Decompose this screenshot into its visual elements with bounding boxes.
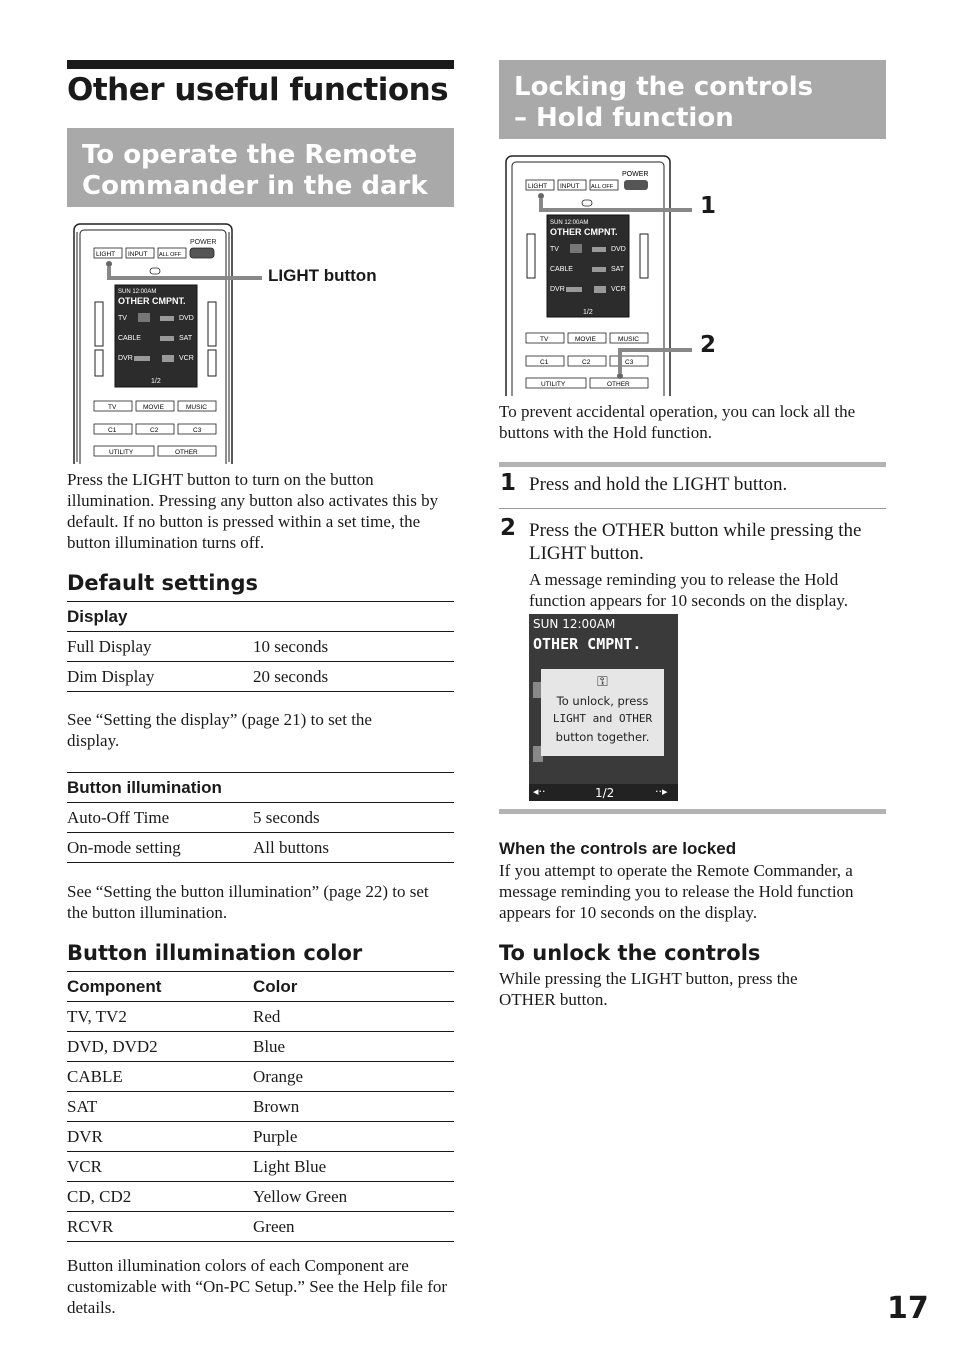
remote-alloff-label: ALL OFF (159, 252, 182, 258)
section-title-line2: Commander in the dark (82, 171, 428, 201)
section-banner-hold (499, 60, 886, 139)
hold-intro: To prevent accidental operation, you can lock all the buttons with the Hold function. (499, 402, 856, 442)
table-cell: On-mode setting (67, 838, 181, 857)
lcd-prev-icon: ◂·· (533, 785, 546, 798)
color-note: Button illumination colors of each Component are customizable with “On-PC Setup.” See the Help file for details. (67, 1256, 448, 1317)
hold-title-line1: Locking the controls (514, 72, 814, 102)
page-title: Other useful functions (67, 72, 449, 108)
step-1-text: Press and hold the LIGHT button. (529, 474, 788, 495)
table-row (67, 803, 454, 833)
table-cell: Purple (253, 1127, 298, 1146)
lcd-hold-screen (529, 614, 678, 801)
hold-lcd-dvr: DVR (550, 286, 565, 293)
illumination-note: See “Setting the button illumination” (page 22) to set the button illumination. (67, 882, 429, 922)
lcd-title: OTHER CMPNT. (533, 635, 642, 653)
table-row (67, 833, 454, 863)
hold-lcd-sat: SAT (611, 266, 625, 273)
table-cell: CD, CD2 (67, 1187, 132, 1206)
remote-lcd-sat: SAT (179, 335, 193, 342)
remote-lcd-dvr: DVR (118, 355, 133, 362)
color-table-col2: Color (253, 977, 298, 996)
table-cell: Light Blue (253, 1157, 327, 1176)
remote-lcd-cable: CABLE (118, 335, 141, 342)
hold-remote-c2: C2 (582, 359, 591, 366)
table-cell: TV, TV2 (67, 1007, 127, 1026)
remote-tv-btn: TV (108, 404, 117, 411)
table-cell: DVD, DVD2 (67, 1037, 158, 1056)
remote-lcd-dvd: DVD (179, 315, 194, 322)
unlock-heading: To unlock the controls (499, 941, 761, 965)
hold-remote-c1: C1 (540, 359, 549, 366)
key-icon: ⚿ (597, 674, 608, 690)
table-row (67, 662, 454, 692)
table-cell: Red (253, 1007, 281, 1026)
table-cell: Dim Display (67, 667, 155, 686)
table-cell: DVR (67, 1127, 103, 1146)
hold-lcd-vcr: VCR (611, 286, 626, 293)
display-table-header (67, 601, 454, 632)
page-number: 17 (887, 1291, 929, 1326)
hold-remote-movie: MOVIE (575, 336, 596, 343)
table-cell: Brown (253, 1097, 300, 1116)
table-row (67, 632, 454, 662)
hold-remote-c3: C3 (625, 359, 634, 366)
table-cell: All buttons (253, 838, 330, 857)
hold-remote-tv: TV (540, 336, 549, 343)
table-cell: 10 seconds (253, 637, 329, 656)
illumination-table-header (67, 772, 454, 803)
display-table (67, 601, 454, 692)
light-button-callout: LIGHT button (268, 266, 377, 285)
remote-c3-btn: C3 (193, 427, 202, 434)
hold-remote-input: INPUT (560, 183, 580, 190)
hold-remote-utility: UTILITY (541, 381, 566, 388)
table-cell: 20 seconds (253, 667, 329, 686)
display-note: See “Setting the display” (page 21) to set the display. (67, 710, 372, 750)
steps-top-rule (499, 462, 886, 467)
hold-remote-power: POWER (622, 171, 649, 178)
remote-input-label: INPUT (128, 251, 148, 258)
remote-illustration-hold (504, 154, 734, 396)
table-row (67, 1212, 454, 1242)
hold-remote-other: OTHER (607, 381, 630, 388)
steps-bottom-rule (499, 809, 886, 814)
remote-other-btn: OTHER (175, 449, 198, 456)
table-cell: Full Display (67, 637, 152, 656)
remote-light-label: LIGHT (96, 251, 116, 258)
table-cell: SAT (67, 1097, 98, 1116)
hold-title-line2: – Hold function (514, 103, 734, 133)
unlock-text: While pressing the LIGHT button, press the OTHER button. (499, 969, 798, 1009)
hold-remote-alloff: ALL OFF (591, 184, 614, 190)
color-table (67, 971, 454, 1242)
remote-lcd-title: OTHER CMPNT. (118, 296, 186, 306)
table-cell: 5 seconds (253, 808, 320, 827)
table-cell: Orange (253, 1067, 304, 1086)
lcd-next-icon: ··▸ (655, 785, 668, 798)
remote-lcd-tv: TV (118, 315, 127, 322)
popup-line3: button together. (555, 730, 650, 744)
locked-text: If you attempt to operate the Remote Commander, a message reminding you to release the Hold function appears for 10 seconds on the display. (499, 861, 854, 922)
hold-lcd-title: OTHER CMPNT. (550, 227, 618, 237)
hold-light-dot (538, 193, 544, 199)
table-row (67, 1122, 454, 1152)
remote-lcd-vcr: VCR (179, 355, 194, 362)
hold-remote-music: MUSIC (618, 336, 639, 343)
remote-movie-btn: MOVIE (143, 404, 164, 411)
table-row (67, 1092, 454, 1122)
step-2-text: Press the OTHER button while pressing the LIGHT button. (529, 520, 862, 564)
table-cell: VCR (67, 1157, 102, 1176)
callout-2: 2 (700, 332, 717, 358)
popup-line2: LIGHT and OTHER (552, 712, 653, 725)
hold-remote-light: LIGHT (528, 183, 548, 190)
section-banner-dark (67, 128, 454, 207)
color-table-col1: Component (67, 977, 162, 996)
step-1-number: 1 (500, 470, 517, 496)
table-cell: Blue (253, 1037, 286, 1056)
locked-heading: When the controls are locked (499, 839, 737, 858)
lcd-page: 1/2 (595, 786, 615, 800)
table-cell: RCVR (67, 1217, 114, 1236)
hold-lcd-tv: TV (550, 246, 559, 253)
light-button-dot (106, 261, 112, 267)
illumination-table-header-label: Button illumination (67, 778, 222, 797)
steps-divider (499, 508, 886, 509)
title-rule (67, 60, 454, 69)
remote-illustration-light (72, 222, 392, 464)
display-table-header-label: Display (67, 607, 128, 626)
hold-lcd-page: 1/2 (583, 309, 593, 316)
table-row (67, 1062, 454, 1092)
illumination-table (67, 772, 454, 863)
hold-lcd-time: SUN 12:00AM (550, 220, 589, 226)
table-row (67, 1002, 454, 1032)
hold-message-popup (541, 669, 664, 756)
remote-lcd-time: SUN 12:00AM (118, 289, 157, 295)
step-2-sub: A message reminding you to release the Hold function appears for 10 seconds on the display. (529, 570, 848, 610)
table-cell: Green (253, 1217, 295, 1236)
color-table-header (67, 971, 454, 1002)
table-cell: Yellow Green (253, 1187, 348, 1206)
color-heading: Button illumination color (67, 941, 363, 965)
table-row (67, 1152, 454, 1182)
remote-c1-btn: C1 (108, 427, 117, 434)
table-row (67, 1182, 454, 1212)
table-cell: CABLE (67, 1067, 123, 1086)
light-intro: Press the LIGHT button to turn on the button illumination. Pressing any button also activates this by default. If no button is pressed within a set time, the button illumination turns off. (67, 470, 439, 552)
popup-line1: To unlock, press (556, 694, 649, 708)
remote-music-btn: MUSIC (186, 404, 207, 411)
remote-power-label: POWER (190, 239, 217, 246)
table-row (67, 1032, 454, 1062)
callout-1: 1 (700, 193, 717, 219)
step-2-number: 2 (500, 515, 517, 541)
hold-other-dot (617, 373, 623, 379)
default-settings-heading: Default settings (67, 571, 258, 595)
remote-c2-btn: C2 (150, 427, 159, 434)
section-title-line1: To operate the Remote (82, 140, 418, 170)
remote-lcd-page: 1/2 (151, 378, 161, 385)
lcd-time: SUN 12:00AM (533, 617, 616, 631)
hold-lcd-dvd: DVD (611, 246, 626, 253)
table-cell: Auto-Off Time (67, 808, 170, 827)
remote-utility-btn: UTILITY (109, 449, 134, 456)
hold-lcd-cable: CABLE (550, 266, 573, 273)
